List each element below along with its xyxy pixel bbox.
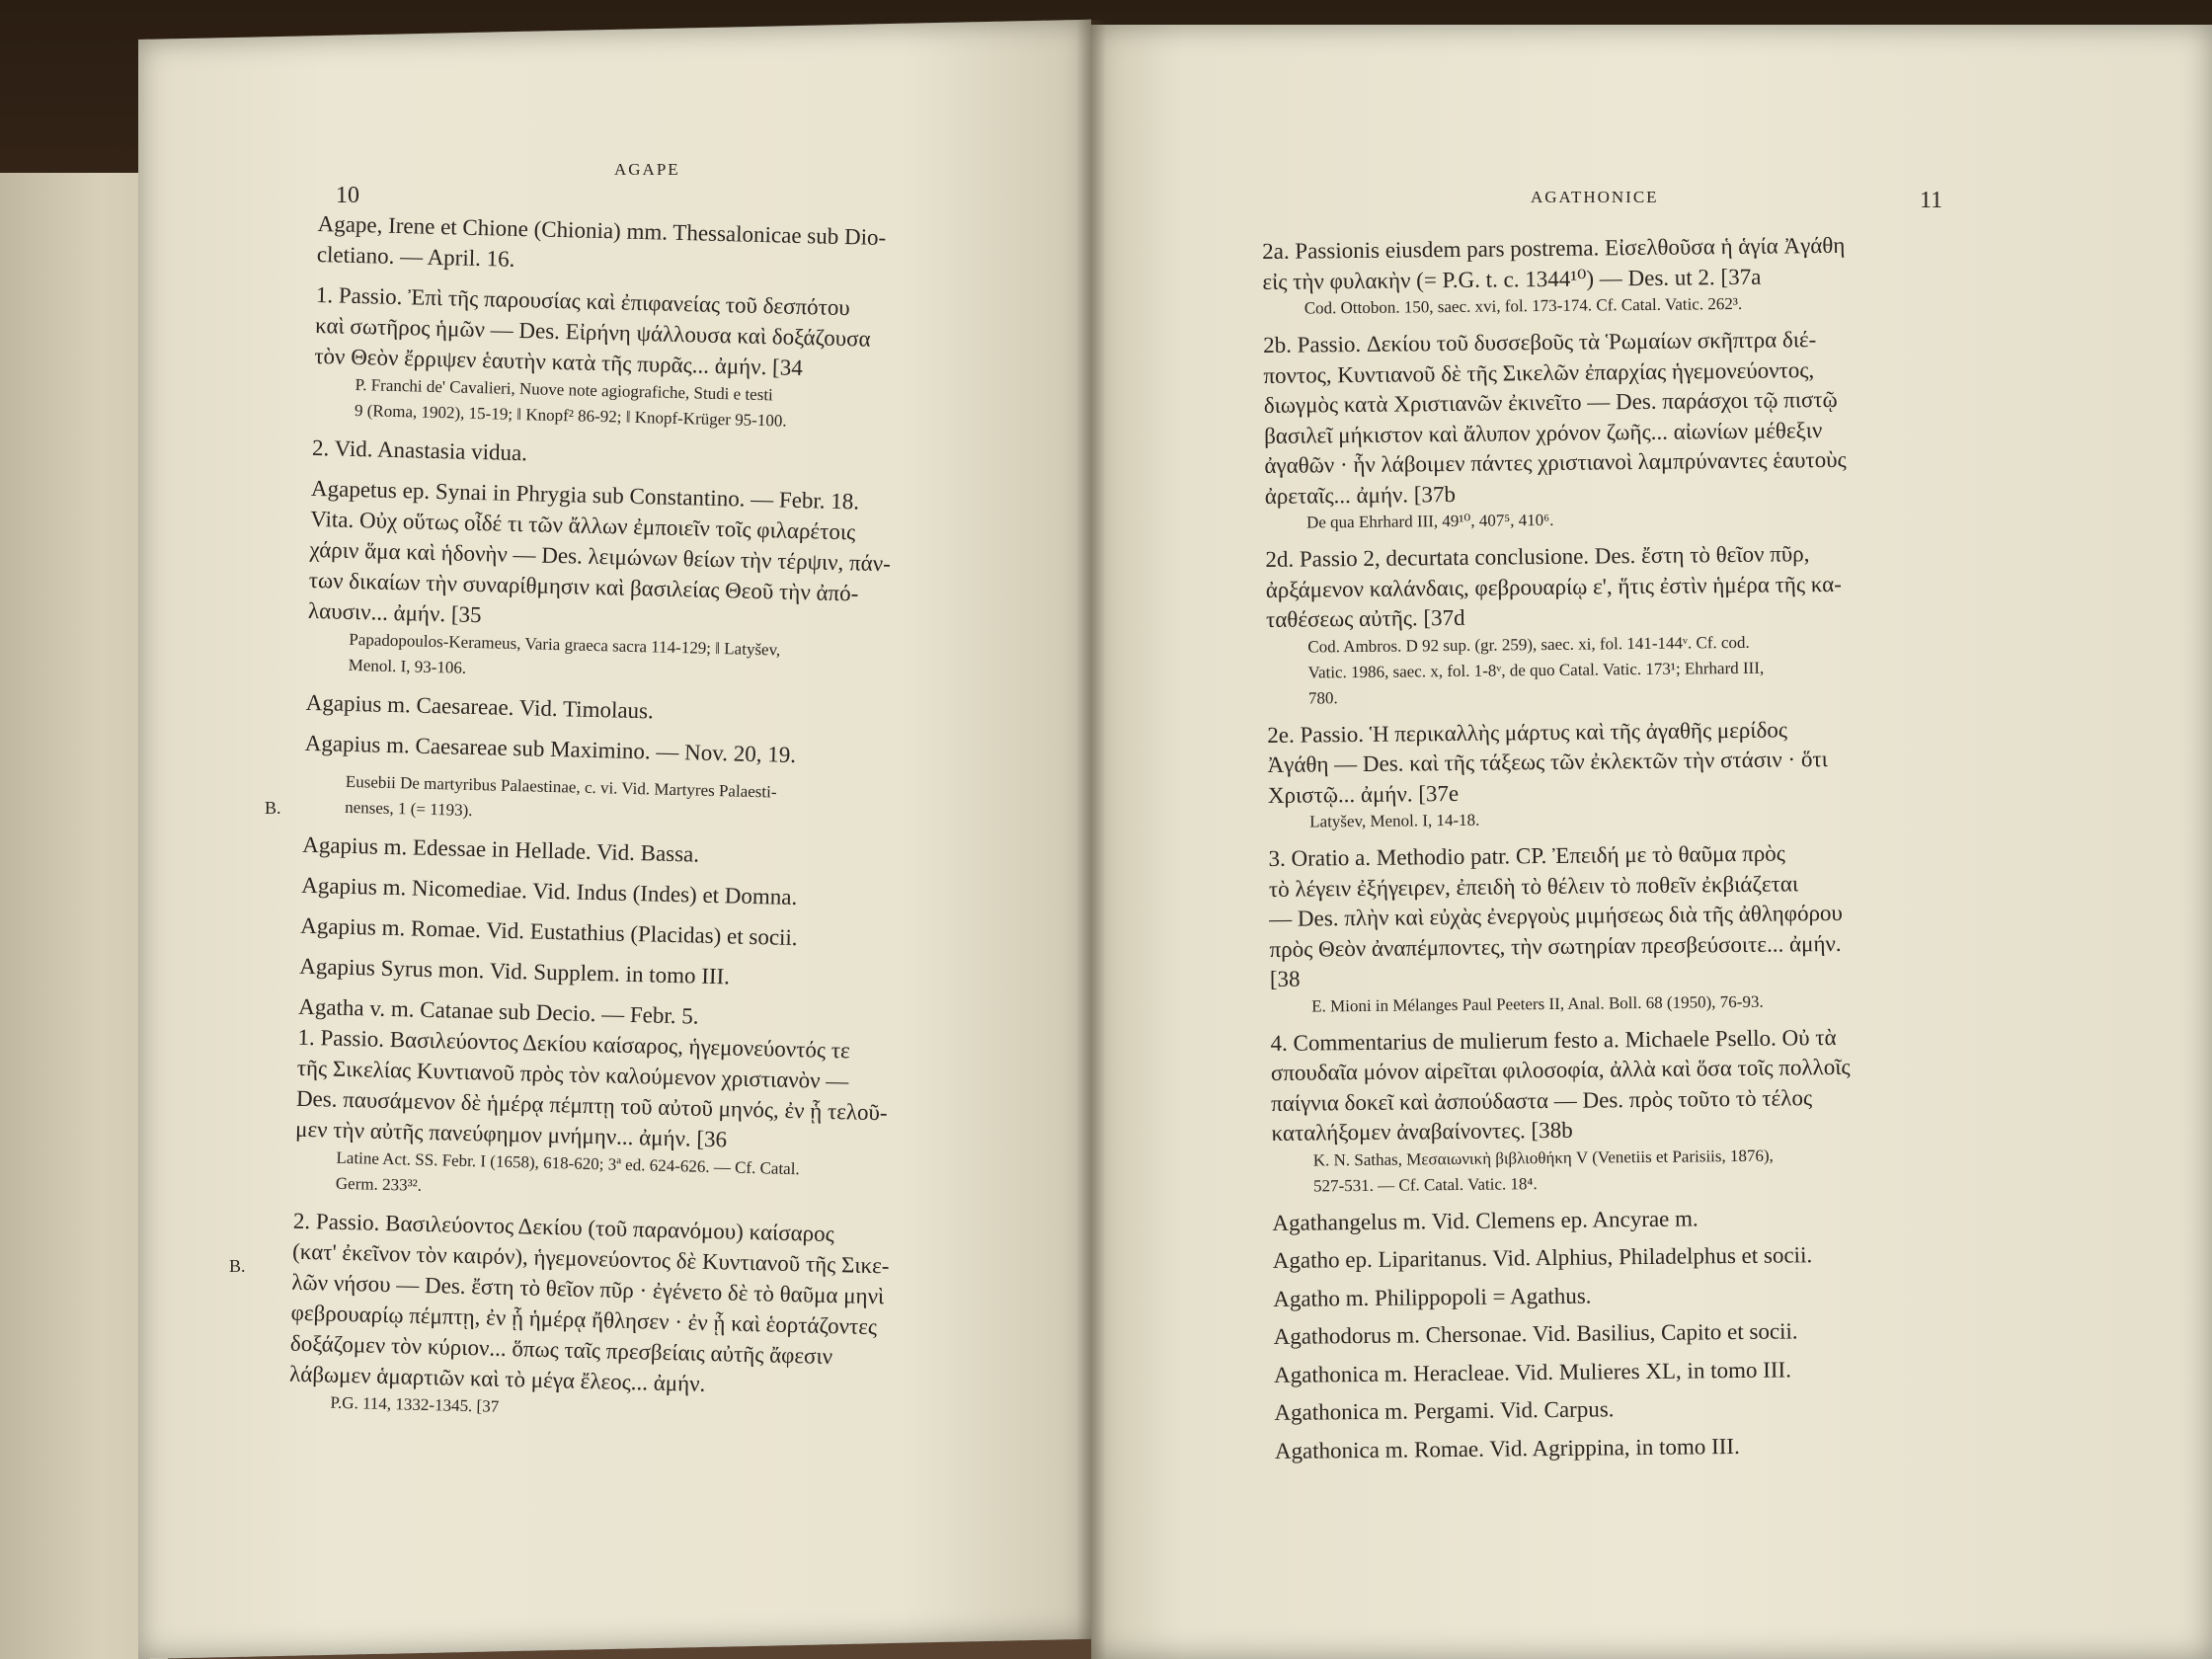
text-line: Agapius Syrus mon. Vid. Supplem. in tomo III.	[298, 953, 731, 989]
text-line: τὸν Θεὸν ἔρριψεν ἑαυτὴν κατὰ τῆς πυρᾶς... ἀμήν. [34	[314, 343, 804, 381]
text-line: 2a. Passionis eiusdem pars postrema. Εἰσελθοῦσα ἡ ἁγία Ἀγάθη	[1262, 232, 1846, 264]
text-line: Agathonica m. Pergami. Vid. Carpus.	[1274, 1396, 1615, 1425]
text-line: — Des. πλὴν καὶ εὐχὰς ἐνεργοὺς μιμήσεως διὰ τῆς ἀθληφόρου	[1269, 900, 1844, 931]
text-line: ἀγαθῶν · ἧν λάβοιμεν πάντες χριστιανοὶ λαμπρύναντες ἑαυτοὺς	[1264, 446, 1847, 478]
text-line: Latine Act. SS. Febr. I (1658), 618-620; 3ª ed. 624-626. — Cf. Catal.	[336, 1147, 800, 1179]
text-line: βασιλεῖ μήκιστον καὶ ἄλυπον χρόνον ζωῆς... αἰωνίων μέθεξιν	[1263, 417, 1823, 448]
text-line: Agathodorus m. Chersonae. Vid. Basilius, Capito et socii.	[1273, 1318, 1798, 1349]
text-line: Agatho ep. Liparitanus. Vid. Alphius, Philadelphus et socii.	[1272, 1242, 1813, 1273]
text-line: Agapetus ep. Synai in Phrygia sub Constantino. — Febr. 18.	[310, 475, 860, 514]
text-line: 3. Oratio a. Methodio patr. CP. Ἐπειδή με τὸ θαῦμα πρὸς	[1268, 840, 1785, 871]
text-line: 9 (Roma, 1902), 15-19; ‖ Knopf² 86-92; ‖ Knopf-Krüger 95-100.	[354, 400, 787, 431]
text-line: Latyšev, Menol. I, 14-18.	[1309, 810, 1480, 831]
text-line: K. N. Sathas, Μεσαιωνικὴ βιβλιοθήκη V (Venetiis et Parisiis, 1876),	[1312, 1146, 1774, 1170]
text-line: nenses, 1 (= 1193).	[344, 797, 473, 821]
text-line: ἀρεταῖς... ἀμήν. [37b	[1264, 481, 1457, 509]
text-line: Agatho m. Philippopoli = Agathus.	[1273, 1283, 1592, 1311]
text-line: Germ. 233³².	[335, 1173, 423, 1195]
text-line: 527-531. — Cf. Catal. Vatic. 18⁴.	[1312, 1173, 1538, 1196]
text-line: (κατ' ἐκεῖνον τὸν καιρόν), ἡγεμονεύοντος δὲ Κυντιανοῦ τῆς Σικε-	[291, 1238, 890, 1279]
text-line: Agathonica m. Romae. Vid. Agrippina, in tomo III.	[1274, 1433, 1740, 1463]
right-running-head	[1531, 188, 1659, 207]
text-line: Agapius m. Nicomediae. Vid. Indus (Indes) et Domna.	[300, 872, 798, 910]
text-line: 780.	[1307, 687, 1338, 708]
text-line: ἀρξάμενον καλάνδαις, φεβρουαρίῳ ε', ἥτις ἐστὶν ἡμέρα τῆς κα-	[1265, 571, 1842, 602]
text-line: [38	[1269, 966, 1301, 991]
left-page-number	[336, 183, 359, 209]
text-line: Agapius m. Caesareae sub Maximino. — Nov. 20, 19.	[304, 730, 797, 767]
text-line: τῆς Σικελίας Κυντιανοῦ πρὸς τὸν καλούμενον χριστιανὸν —	[296, 1055, 849, 1094]
text-line: Agathonica m. Heracleae. Vid. Mulieres XL, in tomo III.	[1273, 1356, 1792, 1387]
margin-mark: B.	[265, 798, 281, 818]
text-line: De qua Ehrhard III, 49¹⁰, 407⁵, 410⁶.	[1305, 510, 1554, 532]
text-line: 2. Passio. Βασιλεύοντος Δεκίου (τοῦ παρανόμου) καίσαρος	[292, 1208, 835, 1247]
text-line: λαυσιν... ἀμήν. [35	[307, 597, 482, 628]
text-line: P. Franchi de' Cavalieri, Nuove note agiografiche, Studi e testi	[355, 374, 774, 405]
text-line: των δικαίων τὴν συναρίθμησιν καὶ βασιλείας Θεοῦ τὴν ἀπό-	[308, 567, 859, 606]
text-line: 2d. Passio 2, decurtata conclusione. Des. ἔστη τὸ θεῖον πῦρ,	[1265, 541, 1810, 572]
text-line: Vatic. 1986, saec. x, fol. 1-8ᵛ, de quo Catal. Vatic. 173¹; Ehrhard III,	[1307, 658, 1765, 682]
text-line: τὸ λέγειν ἐξήγειρεν, ἐπειδὴ τὸ θέλειν τὸ ποθεῖν ἐκβιάζεται	[1268, 870, 1799, 902]
text-line: 2b. Passio. Δεκίου τοῦ δυσσεβοῦς τὰ Ῥωμαίων σκῆπτρα διέ-	[1263, 327, 1817, 357]
text-line: Agapius m. Edessae in Hellade. Vid. Bassa.	[301, 831, 700, 867]
text-line: P.G. 114, 1332-1345. [37	[330, 1392, 500, 1416]
text-line: εἰς τὴν φυλακὴν (= P.G. t. c. 1344¹⁰) — Des. ut 2. [37a	[1262, 264, 1762, 294]
text-line: cletiano. — April. 16.	[316, 241, 515, 272]
text-line: Cod. Ambros. D 92 sup. (gr. 259), saec. xi, fol. 141-144ᵛ. Cf. cod.	[1307, 632, 1750, 657]
text-line: Menol. I, 93-106.	[348, 655, 467, 677]
text-line: χάριν ἅμα καὶ ἡδονὴν — Des. λειμώνων θείων τὴν τέρψιν, πάν-	[309, 536, 892, 577]
page-number-11: 11	[1920, 188, 1943, 213]
text-line: 2. Vid. Anastasia vidua.	[311, 434, 528, 466]
text-line: ποντος, Κυντιανοῦ δὲ τῆς Σικελῶν ἐπαρχίας ἡγεμονεύοντος,	[1263, 356, 1815, 388]
text-line: λῶν νήσου — Des. ἔστη τὸ θεῖον πῦρ · ἐγένετο δὲ τὸ θαῦμα μηνὶ	[291, 1269, 885, 1309]
running-head-agape: AGAPE	[614, 160, 680, 179]
text-line: Des. παυσάμενον δὲ ἡμέρᾳ πέμπτῃ τοῦ αὐτοῦ μηνός, ἐν ᾗ τελοῦ-	[295, 1085, 888, 1126]
left-running-head	[614, 160, 680, 180]
text-line: Agatha v. m. Catanae sub Decio. — Febr. 5.	[297, 993, 699, 1029]
text-line: φεβρουαρίῳ πέμπτῃ, ἐν ᾗ ἡμέρᾳ ἤθλησεν · ἐν ᾗ καὶ ἑορτάζοντες	[290, 1300, 878, 1340]
page-number-10: 10	[336, 183, 359, 208]
text-line: διωγμὸς κατὰ Χριστιανῶν ἐκινεῖτο — Des. παράσχοι τῷ πιστῷ	[1263, 386, 1838, 418]
text-line: δοξάζομεν τὸν κύριον... ὅπως ταῖς πρεσβείαις αὐτῆς ἄφεσιν	[289, 1330, 833, 1370]
text-line: Vita. Οὐχ οὕτως οἶδέ τι τῶν ἄλλων ἐμποιεῖν τοῖς φιλαρέτοις	[310, 506, 856, 545]
text-line: σπουδαῖα μόνον αἱρεῖται φιλοσοφία, ἀλλὰ καὶ ὅσα τοῖς πολλοῖς	[1270, 1054, 1851, 1085]
text-line: Agapius m. Caesareae. Vid. Timolaus.	[305, 689, 655, 724]
text-line: παίγνια δοκεῖ καὶ ἀσπούδαστα — Des. πρὸς τοῦτο τὸ τέλος	[1271, 1084, 1813, 1116]
text-line: λάβωμεν ἁμαρτιῶν καὶ τὸ μέγα ἔλεος... ἀμήν.	[288, 1361, 706, 1396]
text-line: πρὸς Θεὸν ἀναπέμποντες, τὴν σωτηρίαν πρεσβεύσοιτε... ἀμήν.	[1269, 930, 1842, 962]
text-line: Cod. Ottobon. 150, saec. xvi, fol. 173-174. Cf. Catal. Vatic. 262³.	[1304, 293, 1743, 318]
text-line: Agathangelus m. Vid. Clemens ep. Ancyrae m.	[1272, 1205, 1698, 1235]
text-line: καὶ σωτῆρος ἡμῶν — Des. Εἰρήνη ψάλλουσα καὶ δοξάζουσα	[314, 312, 871, 352]
text-line: 1. Passio. Βασιλεύοντος Δεκίου καίσαρος, ἡγεμονεύοντός τε	[297, 1024, 851, 1064]
text-line: Papadopoulos-Kerameus, Varia graeca sacra 114-129; ‖ Latyšev,	[349, 629, 781, 660]
right-page-number	[1920, 188, 1942, 214]
text-line: Χριστῷ... ἀμήν. [37e	[1267, 780, 1460, 808]
running-head-agathonice: AGATHONICE	[1531, 188, 1659, 206]
margin-mark: B.	[229, 1256, 246, 1276]
text-line: Agape, Irene et Chione (Chionia) mm. Thessalonicae sub Dio-	[317, 210, 887, 251]
text-line: Eusebii De martyribus Palaestinae, c. vi. Vid. Martyres Palaesti-	[345, 771, 777, 802]
text-line: καταλήξομεν ἀναβαίνοντες. [38b	[1271, 1117, 1573, 1146]
text-line: Ἀγάθη — Des. καὶ τῆς τάξεως τῶν ἐκλεκτῶν τὴν στάσιν · ὅτι	[1267, 747, 1828, 777]
text-line: E. Mioni in Mélanges Paul Peeters II, Anal. Boll. 68 (1950), 76-93.	[1311, 991, 1764, 1016]
text-line: μεν τὴν αὐτῆς πανεύφημον μνήμην... ἀμήν. [36	[294, 1116, 728, 1152]
text-line: Agapius m. Romae. Vid. Eustathius (Placidas) et socii.	[299, 912, 798, 951]
text-line: ταθέσεως αὐτῆς. [37d	[1265, 604, 1465, 632]
text-line: 1. Passio. Ἐπὶ τῆς παρουσίας καὶ ἐπιφανείας τοῦ δεσπότου	[315, 281, 851, 321]
book-gutter	[1076, 20, 1106, 1659]
text-line: 2e. Passio. Ἡ περικαλλὴς μάρτυς καὶ τῆς ἀγαθῆς μερίδος	[1267, 716, 1788, 748]
text-line: 4. Commentarius de mulierum festo a. Michaele Psello. Οὐ τὰ	[1270, 1024, 1837, 1056]
